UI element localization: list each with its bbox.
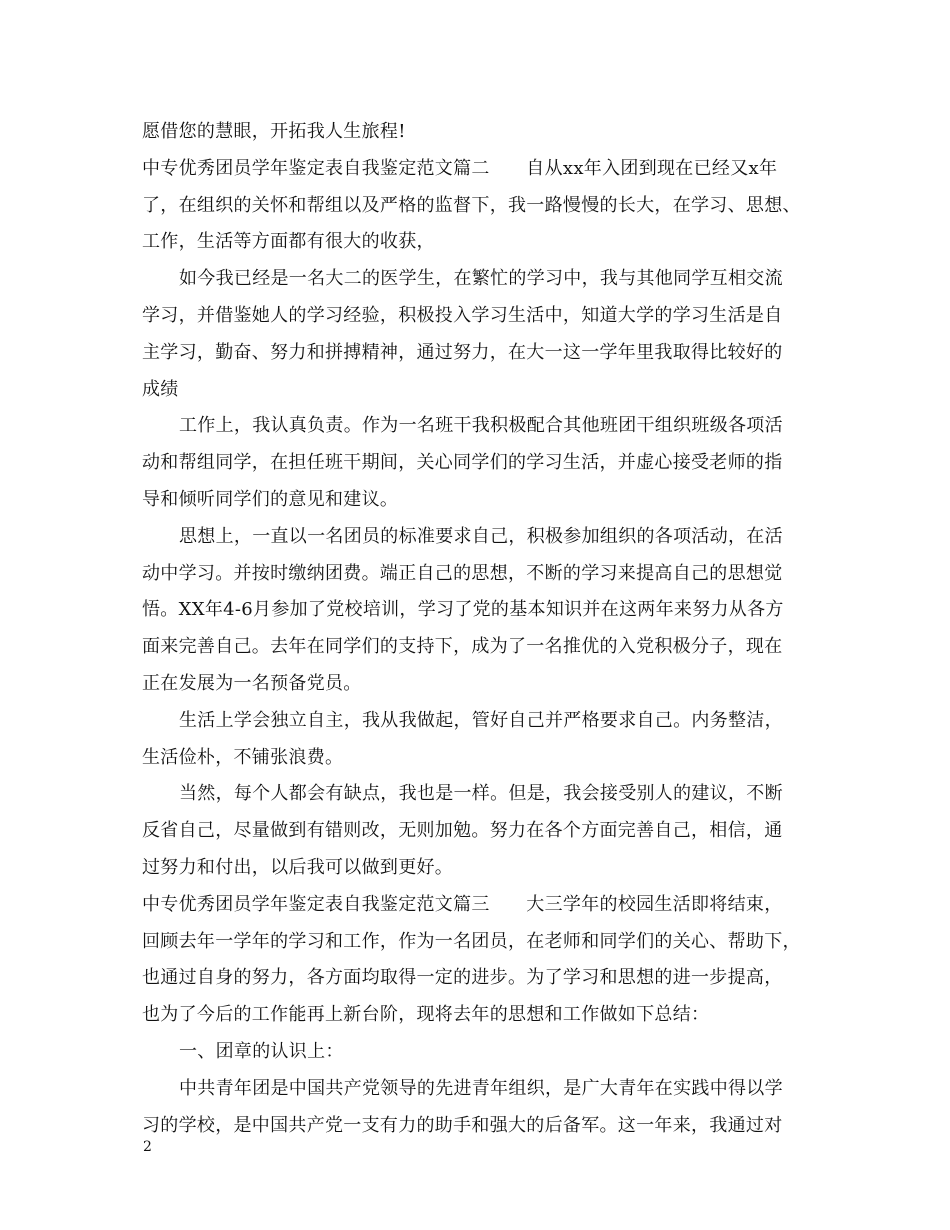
- text-line: 生活上学会独立自主，我从我做起，管好自己并严格要求自己。内务整洁，: [179, 709, 783, 731]
- text-line: 回顾去年一学年的学习和工作，作为一名团员，在老师和同学们的关心、帮助下，: [142, 930, 801, 952]
- text-line: 当然，每个人都会有缺点，我也是一样。但是，我会接受别人的建议，不断: [179, 783, 783, 805]
- text-line: 面来完善自己。去年在同学们的支持下，成为了一名推优的入党积极分子，现在: [142, 636, 783, 658]
- text-line: 中专优秀团员学年鉴定表自我鉴定范文篇二 自从xx年入团到现在已经又x年: [142, 157, 778, 179]
- text-line: 也通过自身的努力，各方面均取得一定的进步。为了学习和思想的进一步提高，: [142, 967, 783, 989]
- document-body: [142, 114, 842, 1144]
- text-line: 成绩: [142, 378, 179, 400]
- text-line: 中共青年团是中国共产党领导的先进青年组织，是广大青年在实践中得以学: [179, 1077, 783, 1099]
- text-line: 工作，生活等方面都有很大的收获，: [142, 231, 435, 253]
- text-line: 导和倾听同学们的意见和建议。: [142, 488, 399, 510]
- text-line: 中专优秀团员学年鉴定表自我鉴定范文篇三 大三学年的校园生活即将结束，: [142, 893, 783, 915]
- text-line: 动中学习。并按时缴纳团费。端正自己的思想，不断的学习来提高自己的思想觉: [142, 562, 783, 584]
- text-line: 悟。XX年4-6月参加了党校培训，学习了党的基本知识并在这两年来努力从各方: [142, 599, 784, 621]
- text-line: 反省自己，尽量做到有错则改，无则加勉。努力在各个方面完善自己，相信，通: [142, 820, 783, 842]
- text-line: 愿借您的慧眼，开拓我人生旅程!: [142, 121, 406, 142]
- text-line: 思想上，一直以一名团员的标准要求自己，积极参加组织的各项活动，在活: [179, 525, 783, 547]
- page-number: 2: [143, 1139, 152, 1155]
- text-line: 过努力和付出，以后我可以做到更好。: [142, 856, 454, 878]
- text-line: 习的学校，是中国共产党一支有力的助手和强大的后备军。这一年来，我通过对: [142, 1114, 783, 1136]
- text-line: 工作上，我认真负责。作为一名班干我积极配合其他班团干组织班级各项活: [179, 415, 783, 437]
- text-line: 学习，并借鉴她人的学习经验，积极投入学习生活中，知道大学的学习生活是自: [142, 304, 783, 326]
- text-line: 也为了今后的工作能再上新台阶，现将去年的思想和工作做如下总结：: [142, 1004, 710, 1026]
- text-line: 动和帮组同学，在担任班干期间，关心同学们的学习生活，并虚心接受老师的指: [142, 452, 783, 474]
- text-line: 如今我已经是一名大二的医学生，在繁忙的学习中，我与其他同学互相交流: [179, 268, 783, 290]
- text-line: 了，在组织的关怀和帮组以及严格的监督下，我一路慢慢的长大，在学习、思想、: [142, 194, 801, 216]
- text-line: 主学习，勤奋、努力和拼搏精神，通过努力，在大一这一学年里我取得比较好的: [142, 341, 783, 363]
- text-line: 一、团章的认识上：: [179, 1040, 344, 1062]
- text-line: 生活俭朴，不铺张浪费。: [142, 746, 344, 768]
- text-line: 正在发展为一名预备党员。: [142, 672, 362, 694]
